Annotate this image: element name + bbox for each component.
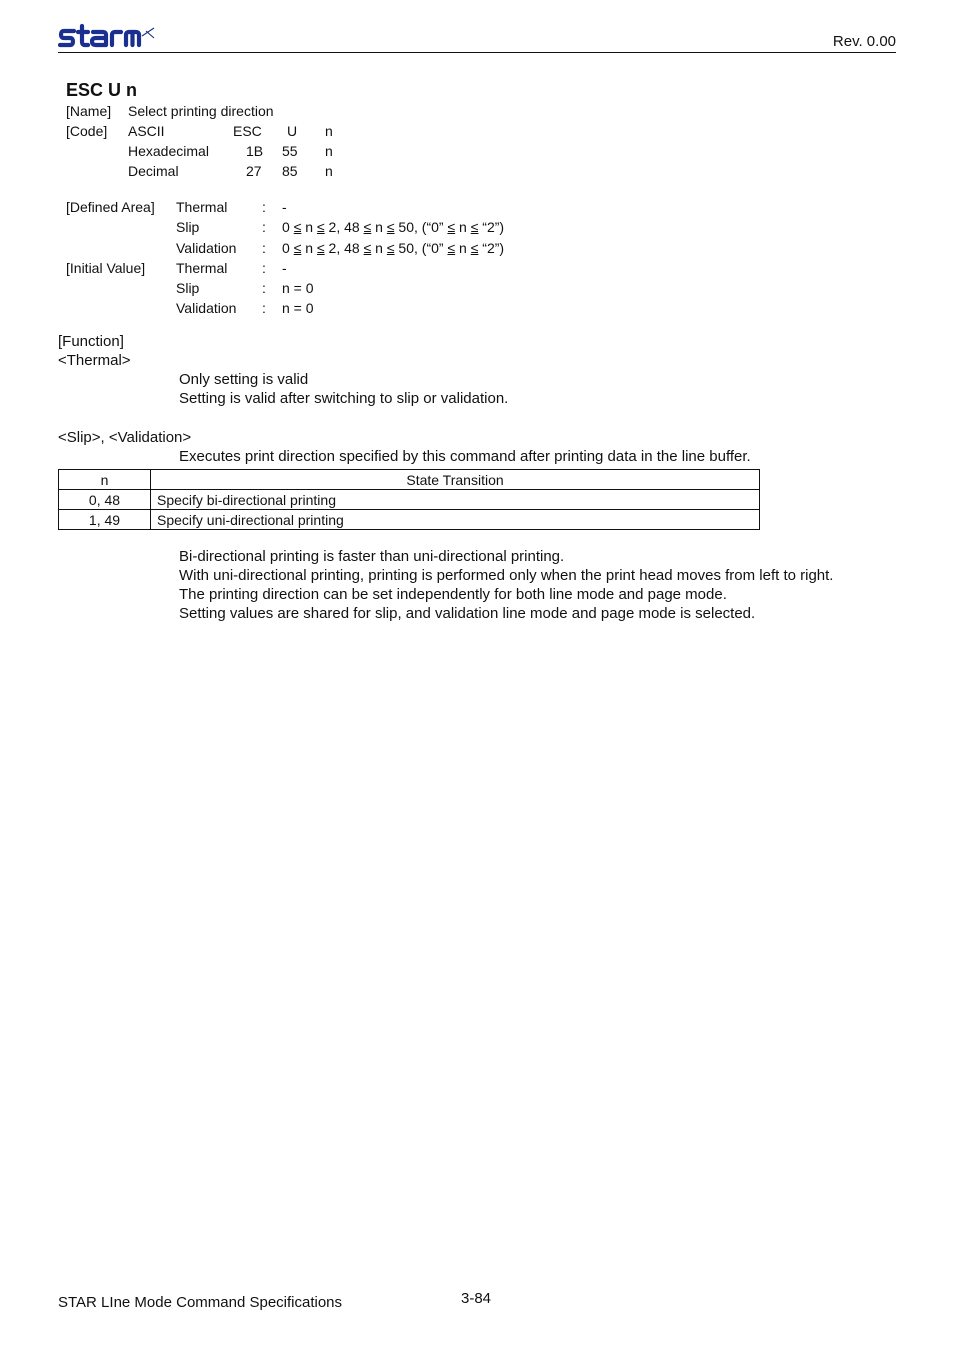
code-value: ESC [233,123,262,139]
mode-label: Slip [176,219,200,235]
mode-label: Thermal [176,199,228,215]
function-note: Setting values are shared for slip, and validation line mode and page mode is selected. [179,605,756,622]
table-header-row [59,470,760,490]
range-value: 0 ≤ n ≤ 2, 48 ≤ n ≤ 50, (“0” ≤ n ≤ “2”) [282,240,505,256]
code-value: 85 [282,163,298,179]
code-value: 1B [246,143,264,159]
separator-colon: : [262,260,266,276]
slip-validation-note: Executes print direction specified by this command after printing data in the line buffer. [179,448,751,465]
table-cell: 0, 48 [59,490,151,510]
code-value: 55 [282,143,298,159]
initial-value-label: [Initial Value] [66,260,146,276]
separator-colon: : [262,219,266,235]
initial-value: n = 0 [282,300,314,316]
mode-label: Validation [176,240,237,256]
table-cell: Specify bi-directional printing [151,490,760,510]
function-note: With uni-directional printing, printing is performed only when the print head moves from left to right. [179,567,834,584]
page-number: 3-84 [461,1290,492,1307]
state-transition-table [58,469,760,530]
code-value: n [325,123,333,139]
revision-label: Rev. 0.00 [832,33,896,50]
range-value: 0 ≤ n ≤ 2, 48 ≤ n ≤ 50, (“0” ≤ n ≤ “2”) [282,219,505,235]
code-type: Hexadecimal [128,143,209,159]
separator-colon: : [262,240,266,256]
code-type: Decimal [128,163,179,179]
table-header: State Transition [151,470,760,490]
thermal-note: Setting is valid after switching to slip or validation. [179,390,509,407]
function-note: Bi-directional printing is faster than uni-directional printing. [179,548,565,565]
table-cell: 1, 49 [59,510,151,530]
thermal-note: Only setting is valid [179,371,309,388]
thermal-label: <Thermal> [58,352,131,369]
function-note: The printing direction can be set independently for both line mode and page mode. [179,586,727,603]
mode-label: Validation [176,300,237,316]
range-value: - [282,199,287,215]
function-label: [Function] [58,333,124,350]
code-value: U [287,123,298,139]
code-type: ASCII [128,123,165,139]
command-title: ESC U n [66,80,138,100]
mode-label: Thermal [176,260,228,276]
defined-area-label: [Defined Area] [66,199,155,215]
code-value: n [325,143,333,159]
separator-colon: : [262,300,266,316]
code-value: n [325,163,333,179]
table-header: n [59,470,151,490]
name-value: Select printing direction [128,103,274,119]
slip-validation-label: <Slip>, <Validation> [58,429,192,446]
initial-value: n = 0 [282,280,314,296]
table-row [59,490,760,510]
separator-colon: : [262,280,266,296]
name-label: [Name] [66,103,112,119]
header-rule [58,52,896,53]
mode-label: Slip [176,280,200,296]
footer-doc-title: STAR LIne Mode Command Specifications [58,1294,343,1311]
table-row [59,510,760,530]
code-value: 27 [246,163,262,179]
initial-value: - [282,260,287,276]
table-cell: Specify uni-directional printing [151,510,760,530]
star-logo [58,22,156,52]
code-label: [Code] [66,123,108,139]
separator-colon: : [262,199,266,215]
